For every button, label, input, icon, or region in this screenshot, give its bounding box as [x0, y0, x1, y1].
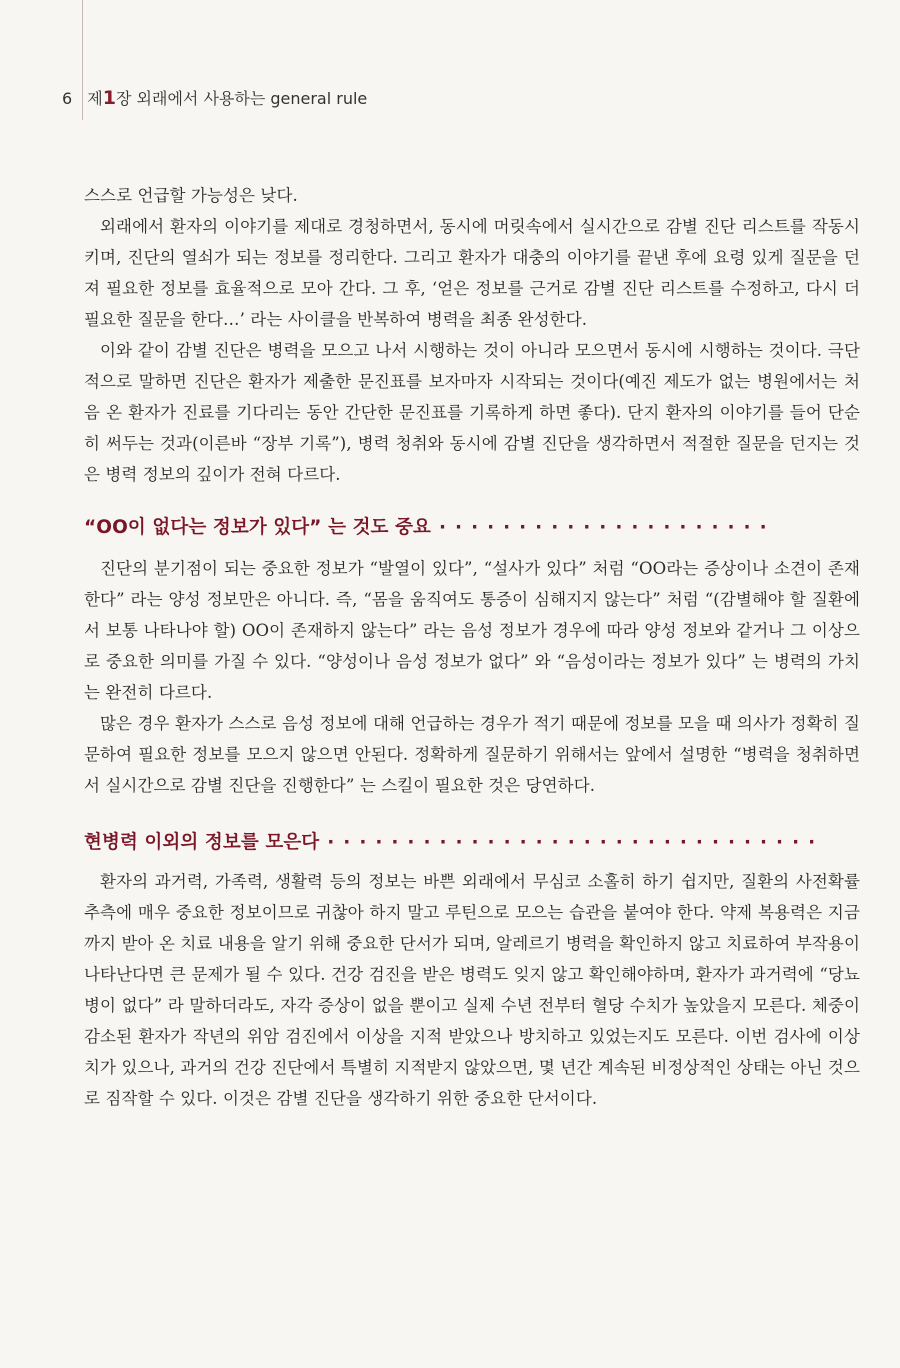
chapter-suffix: 장 [115, 89, 132, 108]
chapter-title: 외래에서 사용하는 general rule [136, 89, 368, 108]
chapter-prefix: 제 [87, 89, 103, 108]
section-heading [84, 827, 860, 858]
section-paragraph: 진단의 분기점이 되는 중요한 정보가 “발열이 있다”, “설사가 있다” 처럼 “OO라는 증상이나 소견이 존재한다” 라는 양성 정보만은 아니다. 즉, “몸을 움직여도 통증이 심해지지 않는다” 처럼 “(감별해야 할 질환에서 보통 나타나야 할) OO이 존재하지 않는다” 라는 음성 정보가 경우에 따라 양성 정보와 같거나 그 이상으로 중요한 의미를 가질 수 있다. “양성이나 음성 정보가 없다” 와 “음성이라는 정보가 있다” 는 병력의 가치는 완전히 다르다. [84, 559, 860, 702]
section-heading-text: 현병력 이외의 정보를 모은다 [84, 832, 320, 853]
running-head [62, 86, 367, 109]
heading-dot-leader: ······························· [327, 832, 825, 853]
intro-paragraph-continued: 스스로 언급할 가능성은 낮다. [84, 186, 298, 205]
section-paragraph: 많은 경우 환자가 스스로 음성 정보에 대해 언급하는 경우가 적기 때문에 정보를 모을 때 의사가 정확히 질문하여 필요한 정보를 모으지 않으면 안된다. 정확하게 질문하기 위해서는 앞에서 설명한 “병력을 청취하면서 실시간으로 감별 진단을 진행한다” 는 스킬이 필요한 것은 당연하다. [84, 714, 860, 795]
chapter-number: 1 [102, 87, 116, 109]
page-number: 6 [62, 89, 73, 108]
section-heading-text: “OO이 없다는 정보가 있다” 는 것도 중요 [84, 517, 432, 538]
section-paragraph: 환자의 과거력, 가족력, 생활력 등의 정보는 바쁜 외래에서 무심코 소홀히 하기 쉽지만, 질환의 사전확률 추측에 매우 중요한 정보이므로 귀찮아 하지 말고 루틴으로 모으는 습관을 붙여야 한다. 약제 복용력은 지금까지 받아 온 치료 내용을 알기 위해 중요한 단서가 되며, 알레르기 병력을 확인하지 않고 치료하여 부작용이 나타난다면 큰 문제가 될 수 있다. 건강 검진을 받은 병력도 잊지 않고 확인해야하며, 환자가 과거력에 “당뇨병이 없다” 라 말하더라도, 자각 증상이 없을 뿐이고 실제 수년 전부터 혈당 수치가 높았을지 모른다. 체중이 감소된 환자가 작년의 위암 검진에서 이상을 지적 받았으나 방치하고 있었는지도 모른다. 이번 검사에 이상치가 있으나, 과거의 건강 진단에서 특별히 지적받지 않았으면, 몇 년간 계속된 비정상적인 상태는 아닌 것으로 짐작할 수 있다. 이것은 감별 진단을 생각하기 위한 중요한 단서이다. [84, 872, 860, 1108]
intro-paragraph: 외래에서 환자의 이야기를 제대로 경청하면서, 동시에 머릿속에서 실시간으로 감별 진단 리스트를 작동시키며, 진단의 열쇠가 되는 정보를 정리한다. 그리고 환자가 대충의 이야기를 끝낸 후에 요령 있게 질문을 던져 필요한 정보를 효율적으로 모아 간다. 그 후, ‘얻은 정보를 근거로 감별 진단 리스트를 수정하고, 다시 더 필요한 질문을 한다…’ 라는 사이클을 반복하여 병력을 최종 완성한다. [84, 217, 860, 329]
page-body [84, 180, 860, 1114]
intro-paragraph: 이와 같이 감별 진단은 병력을 모으고 나서 시행하는 것이 아니라 모으면서 동시에 시행하는 것이다. 극단적으로 말하면 진단은 환자가 제출한 문진표를 보자마자 시작되는 것이다(예진 제도가 없는 병원에서는 처음 온 환자가 진료를 기다리는 동안 간단한 문진표를 기록하게 하면 좋다). 단지 환자의 이야기를 들어 단순히 써두는 것과(이른바 “장부 기록”), 병력 청취와 동시에 감별 진단을 생각하면서 적절한 질문을 던지는 것은 병력 정보의 깊이가 전혀 다르다. [84, 341, 860, 484]
section-heading [84, 512, 860, 543]
heading-dot-leader: ····················· [439, 517, 776, 538]
